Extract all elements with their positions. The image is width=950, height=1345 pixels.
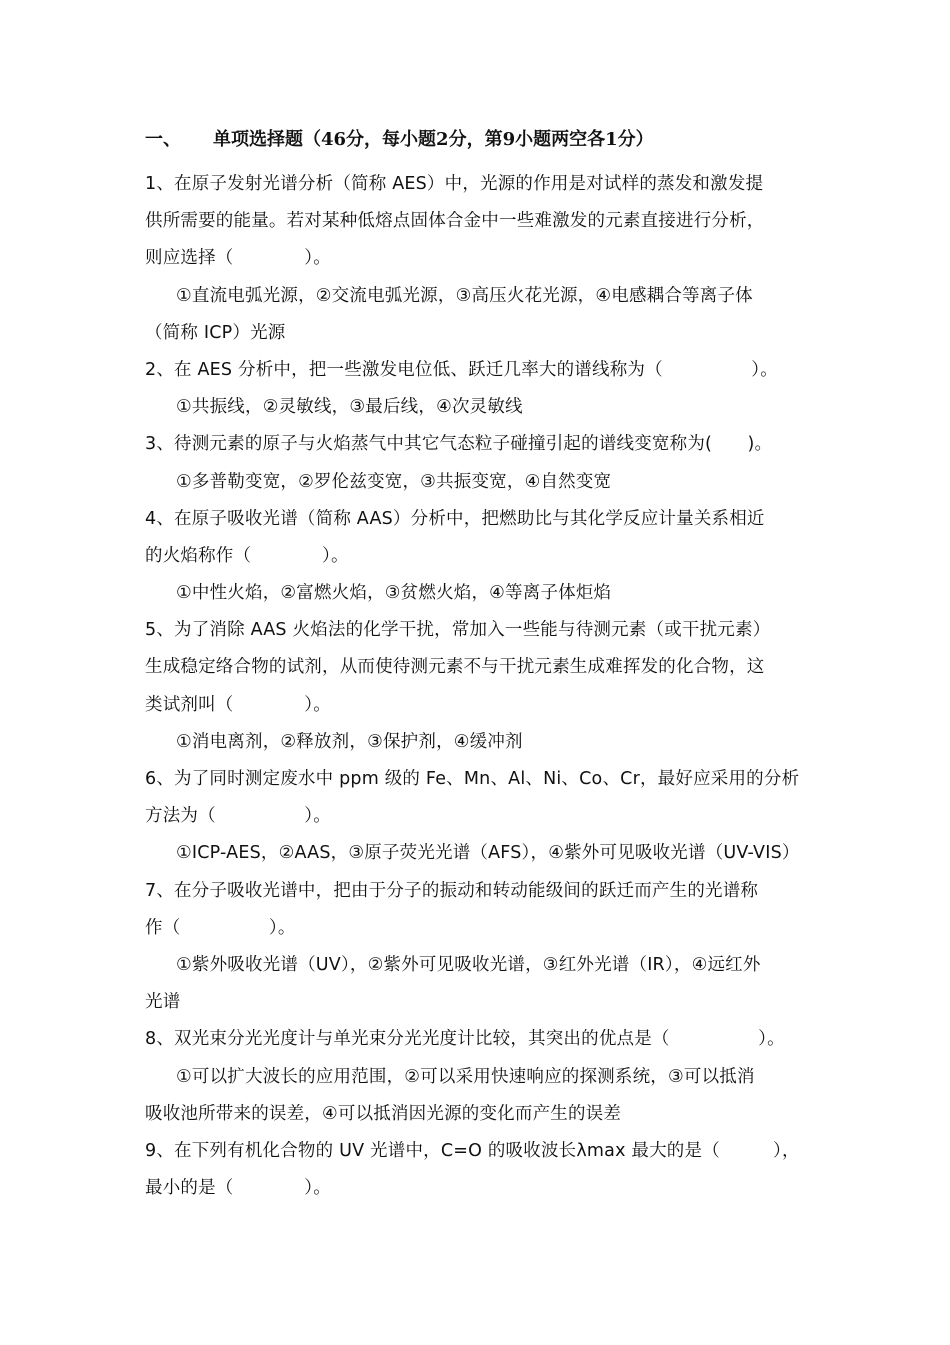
q8-options-2: 吸收池所带来的误差，④可以抵消因光源的变化而产生的误差: [145, 1103, 622, 1124]
q5-line-1: 5、为了消除 AAS 火焰法的化学干扰，常加入一些能与待测元素（或干扰元素）: [145, 620, 771, 641]
q2-options: ①共振线，②灵敏线，③最后线，④次灵敏线: [176, 397, 523, 418]
q6-line-1: 6、为了同时测定废水中 ppm 级的 Fe、Mn、Al、Ni、Co、Cr，最好应采用的分析: [145, 769, 800, 789]
q8-options-1: ①可以扩大波长的应用范围，②可以采用快速响应的探测系统，③可以抵消: [176, 1066, 755, 1087]
q7-line-2: 作（ ）。: [145, 917, 296, 938]
section-heading: [145, 118, 815, 162]
q7-options-2: 光谱: [145, 992, 181, 1013]
q5-line-3: 类试剂叫（ ）。: [145, 694, 331, 715]
q9-line-2: 最小的是（ ）。: [145, 1178, 331, 1199]
q4-line-1: 4、在原子吸收光谱（简称 AAS）分析中，把燃助比与其化学反应计量关系相近: [145, 508, 765, 529]
q2-line-1: 2、在 AES 分析中，把一些激发电位低、跃迁几率大的谱线称为（ ）。: [145, 359, 778, 380]
q7-options-1: ①紫外吸收光谱（UV），②紫外可见吸收光谱，③红外光谱（IR），④远红外: [176, 954, 761, 975]
q6-options: ①ICP-AES，②AAS，③原子荧光光谱（AFS），④紫外可见吸收光谱（UV-VIS）: [176, 843, 800, 864]
exam-content: [145, 118, 815, 1207]
q7-line-1: 7、在分子吸收光谱中，把由于分子的振动和转动能级间的跃迁而产生的光谱称: [145, 880, 759, 901]
q4-line-2: 的火焰称作（ ）。: [145, 545, 349, 566]
q8-line-1: 8、双光束分光光度计与单光束分光光度计比较，其突出的优点是（ ）。: [145, 1029, 785, 1050]
q6-line-2: 方法为（ ）。: [145, 806, 331, 827]
q3-line-1: 3、待测元素的原子与火焰蒸气中其它气态粒子碰撞引起的谱线变宽称为( )。: [145, 434, 773, 455]
section-number: 一、: [145, 129, 181, 150]
q3-options: ①多普勒变宽，②罗伦兹变宽，③共振变宽，④自然变宽: [176, 471, 612, 492]
q1-options-2: （简称 ICP）光源: [145, 322, 286, 343]
q9-line-1: 9、在下列有机化合物的 UV 光谱中，C=O 的吸收波长λmax 最大的是（ ），: [145, 1140, 800, 1161]
q1-line-3: 则应选择（ ）。: [145, 248, 331, 269]
q1-line-2: 供所需要的能量。若对某种低熔点固体合金中一些难激发的元素直接进行分析，: [145, 211, 765, 232]
q5-line-2: 生成稳定络合物的试剂，从而使待测元素不与干扰元素生成难挥发的化合物，这: [145, 657, 765, 678]
section-title: 单项选择题（46分，每小题2分，第9小题两空各1分）: [213, 129, 654, 150]
q5-options: ①消电离剂，②释放剂，③保护剂，④缓冲剂: [176, 731, 523, 752]
q1-options-1: ①直流电弧光源，②交流电弧光源，③高压火花光源，④电感耦合等离子体: [176, 285, 753, 306]
q1-line-1: 1、在原子发射光谱分析（简称 AES）中，光源的作用是对试样的蒸发和激发提: [145, 174, 764, 194]
q4-options: ①中性火焰，②富燃火焰，③贫燃火焰，④等离子体炬焰: [176, 583, 612, 604]
